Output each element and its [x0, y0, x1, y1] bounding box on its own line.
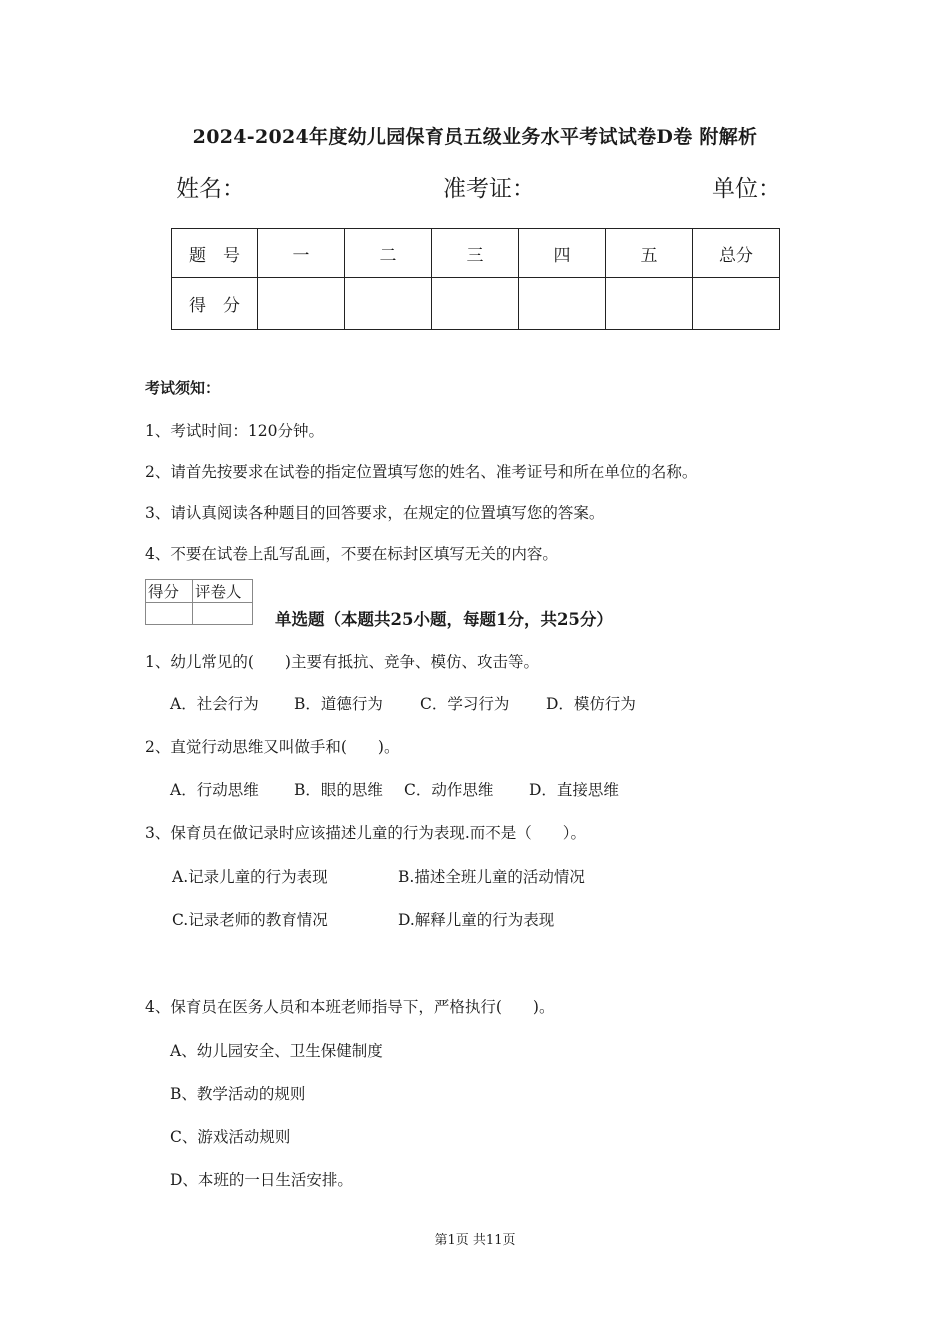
- question-option: A．行动思维: [170, 781, 259, 799]
- name-field-label: 姓名：: [176, 176, 245, 202]
- notice-item: 2、请首先按要求在试卷的指定位置填写您的姓名、准考证号和所在单位的名称。: [145, 463, 698, 481]
- page-footer: 第1页 共11页: [434, 1233, 516, 1248]
- notice-item: 1、考试时间：120分钟。: [145, 422, 324, 440]
- grader-score-label: 得分: [146, 580, 193, 603]
- grader-name-cell[interactable]: [193, 603, 253, 625]
- score-table-header-cell: 四: [519, 229, 606, 278]
- question-option: D．模仿行为: [546, 695, 636, 713]
- score-table-header-cell: 题 号: [172, 229, 258, 278]
- section-title: 单选题（本题共25小题，每题1分，共25分）: [275, 610, 613, 629]
- question-stem: 1、幼儿常见的( )主要有抵抗、竞争、模仿、攻击等。: [145, 653, 539, 671]
- score-table-header-cell: 总分: [693, 229, 780, 278]
- question-option: C．动作思维: [404, 781, 494, 799]
- question-option: A、幼儿园安全、卫生保健制度: [170, 1042, 383, 1060]
- score-cell[interactable]: [258, 278, 345, 330]
- question-option: A．社会行为: [170, 695, 259, 713]
- question-option: C．学习行为: [420, 695, 510, 713]
- score-cell[interactable]: [432, 278, 519, 330]
- question-stem: 2、直觉行动思维又叫做手和( )。: [145, 738, 400, 756]
- score-table-header-row: [172, 229, 780, 278]
- score-cell[interactable]: [606, 278, 693, 330]
- score-table-header-cell: 三: [432, 229, 519, 278]
- notice-item: 3、请认真阅读各种题目的回答要求，在规定的位置填写您的答案。: [145, 504, 605, 522]
- notice-item: 4、不要在试卷上乱写乱画，不要在标封区填写无关的内容。: [145, 545, 558, 563]
- grader-box: [145, 579, 253, 625]
- question-stem: 3、保育员在做记录时应该描述儿童的行为表现.而不是（ ）。: [145, 824, 587, 842]
- question-option: B．道德行为: [294, 695, 383, 713]
- score-table-score-row: [172, 278, 780, 330]
- question-stem: 4、保育员在医务人员和本班老师指导下，严格执行( )。: [145, 998, 555, 1016]
- score-table-header-cell: 一: [258, 229, 345, 278]
- score-row-label: 得 分: [172, 278, 258, 330]
- exam-id-field-label: 准考证：: [443, 176, 535, 202]
- question-option: D、本班的一日生活安排。: [170, 1171, 353, 1189]
- notice-heading: 考试须知：: [145, 379, 221, 397]
- question-option: B．眼的思维: [294, 781, 383, 799]
- score-cell[interactable]: [519, 278, 606, 330]
- question-option: B.描述全班儿童的活动情况: [398, 868, 585, 886]
- question-option: D.解释儿童的行为表现: [398, 911, 555, 929]
- question-option: B、教学活动的规则: [170, 1085, 306, 1103]
- score-table-header-cell: 五: [606, 229, 693, 278]
- grader-score-cell[interactable]: [146, 603, 193, 625]
- unit-field-label: 单位：: [712, 176, 781, 202]
- question-option: C、游戏活动规则: [170, 1128, 291, 1146]
- score-cell[interactable]: [345, 278, 432, 330]
- question-option: C.记录老师的教育情况: [172, 911, 328, 929]
- question-option: A.记录儿童的行为表现: [172, 868, 328, 886]
- score-table-header-cell: 二: [345, 229, 432, 278]
- document-title: 2024-2024年度幼儿园保育员五级业务水平考试试卷D卷 附解析: [192, 126, 758, 148]
- grader-name-label: 评卷人: [193, 580, 253, 603]
- score-cell[interactable]: [693, 278, 780, 330]
- question-option: D．直接思维: [529, 781, 619, 799]
- score-table: [171, 228, 780, 330]
